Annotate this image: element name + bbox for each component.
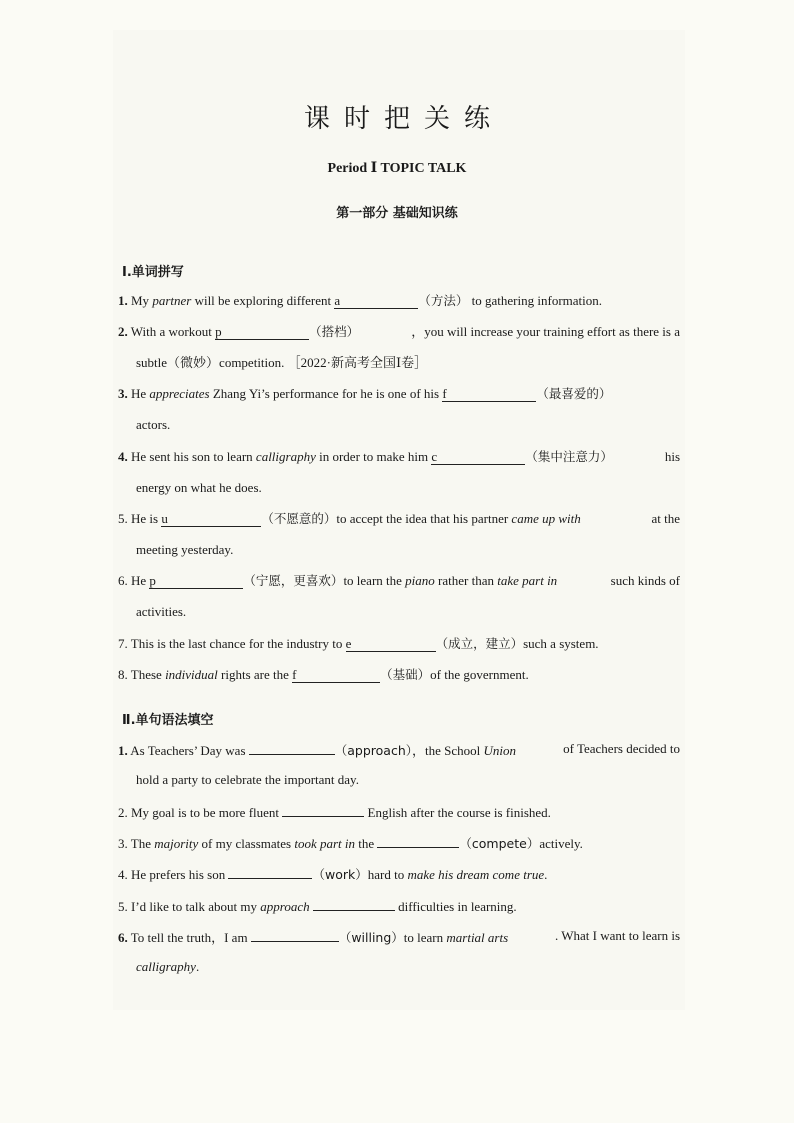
answer-blank[interactable] [282, 802, 364, 817]
list-item-continuation: hold a party to celebrate the important day. [136, 772, 359, 787]
list-item: 6. To tell the truth，I am （willing）to learn martial arts . What I want to learn is [118, 928, 680, 945]
list-item: 4. He prefers his son （work）hard to make his dream come true. [118, 864, 680, 884]
list-item: 5. He is u （不愿意的）to accept the idea that his partner came up with at the [118, 511, 680, 526]
answer-blank[interactable] [251, 927, 339, 942]
list-item: 3. The majority of my classmates took part in the （compete）actively. [118, 833, 680, 853]
answer-blank[interactable] [313, 896, 395, 911]
answer-blank[interactable]: c [431, 450, 525, 465]
answer-blank[interactable]: u [161, 512, 261, 527]
answer-blank[interactable]: p [149, 574, 243, 589]
period-subtitle: Period Ⅰ TOPIC TALK [327, 161, 467, 176]
list-item-continuation: energy on what he does. [136, 480, 262, 495]
answer-blank[interactable] [228, 864, 312, 879]
answer-blank[interactable]: p [215, 325, 309, 340]
list-item: 3. He appreciates Zhang Yi’s performance for he is one of his f （最喜爱的） [118, 386, 612, 401]
list-item: 2. With a workout p （搭档） ，you will increase your training effort as there is a [118, 324, 680, 339]
list-item-continuation: meeting yesterday. [136, 542, 234, 557]
list-item-continuation: activities. [136, 604, 187, 619]
answer-blank[interactable]: a [334, 294, 418, 309]
list-item: 1. My partner will be exploring different a （方法） to gathering information. [118, 293, 603, 308]
list-item: 7. This is the last chance for the industry to e （成立，建立）such a system. [118, 636, 599, 651]
section-heading-spelling: Ⅰ.单词拼写 [122, 265, 184, 280]
answer-blank[interactable]: e [346, 637, 436, 652]
answer-blank[interactable] [377, 833, 459, 848]
page-title: 课时把关练 [303, 104, 504, 134]
list-item: 5. I’d like to talk about my approach difficulties in learning. [118, 896, 680, 916]
list-item: 4. He sent his son to learn calligraphy in order to make him c （集中注意力） his [118, 449, 680, 464]
answer-blank[interactable]: f [442, 387, 536, 402]
list-item-continuation: subtle（微妙）competition. ［2022·新高考全国Ⅰ卷］ [136, 355, 428, 370]
list-item: 8. These individual rights are the f （基础）of the government. [118, 667, 529, 682]
answer-blank[interactable] [249, 740, 335, 755]
list-item-continuation: actors. [136, 417, 171, 432]
list-item: 6. He p （宁愿，更喜欢）to learn the piano rather than take part in such kinds of [118, 573, 680, 588]
answer-blank[interactable]: f [292, 668, 380, 683]
list-item-continuation: calligraphy. [136, 959, 200, 974]
part-heading: 第一部分 基础知识练 [336, 206, 458, 221]
section-heading-grammar: Ⅱ.单句语法填空 [122, 713, 214, 728]
list-item: 1. As Teachers’ Day was （approach），the School Union of Teachers decided to [118, 741, 680, 758]
list-item: 2. My goal is to be more fluent English after the course is finished. [118, 802, 680, 822]
